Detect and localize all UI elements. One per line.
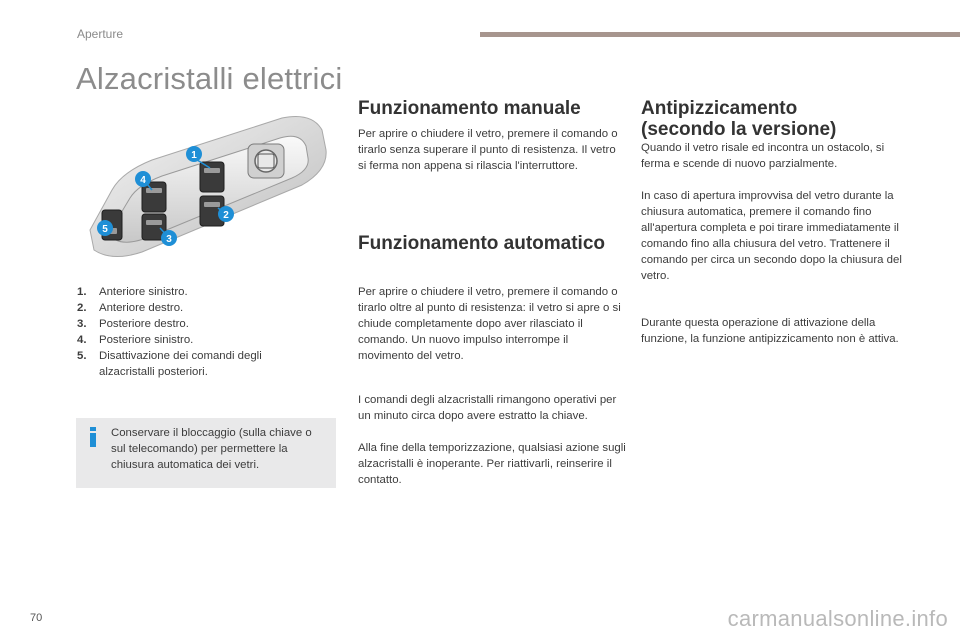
callout-4: 4 [140,175,146,186]
section-label: Aperture [77,27,124,41]
automatic-operation-heading: Funzionamento automatico [358,233,605,254]
section-header-bar [480,32,960,37]
info-note-text: Conservare il bloccaggio (sulla chiave o sul telecomando) per permettere la chiusura automatica dei vetri. [111,427,312,471]
automatic-timeout-text: I comandi degli alzacristalli rimangono operativi per un minuto circa dopo avere estratto la chiave. [358,394,617,422]
callout-5: 5 [102,224,108,235]
antipinch-text: Quando il vetro risale ed incontra un ostacolo, si ferma e scende di nuovo parzialmente. [641,142,885,170]
legend-item: 3. Posteriore destro. [77,318,189,330]
page-number: 70 [30,612,43,624]
controls-legend [77,284,317,380]
legend-item: 4. Posteriore sinistro. [77,334,194,346]
callout-2: 2 [223,210,229,221]
info-icon [86,427,100,447]
legend-item: 2. Anteriore destro. [77,302,184,314]
automatic-reactivate-text: Alla fine della temporizzazione, qualsiasi azione sugli alzacristalli è inoperante. Per riattivarli, reinserire il contatto. [358,442,626,486]
automatic-operation-text: Per aprire o chiudere il vetro, premere il comando o tirarlo oltre al punto di resistenza: il vetro si apre o si chiude completamente dopo aver rilasciato il comando. Un nuovo impulso interrompe il movimento del vetro. [358,286,621,362]
page-title: Alzacristalli elettrici [76,61,343,96]
watermark: carmanualsonline.info [727,606,948,631]
legend-item: 5. Disattivazione dei comandi degli alzacristalli posteriori. [77,350,262,378]
antipinch-reset-text: In caso di apertura improvvisa del vetro durante la chiusura automatica, premere il comando fino all'apertura completa e poi tirare immediatamente il comando fino alla chiusura del vetro. Trattenere il comando per circa un secondo dopo la chiusura del vetro. [641,190,902,282]
legend-item: 1. Anteriore sinistro. [77,286,188,298]
manual-operation-text: Per aprire o chiudere il vetro, premere il comando o tirarlo senza superare il punto di resistenza. Il vetro si ferma non appena si rilascia l'interruttore. [358,128,618,172]
callout-1: 1 [191,150,197,161]
callout-3: 3 [166,234,172,245]
manual-operation-heading: Funzionamento manuale [358,98,581,119]
antipinch-heading: Antipizzicamento (secondo la versione) [641,98,837,140]
window-switch-panel-illustration [82,110,332,260]
antipinch-inactive-text: Durante questa operazione di attivazione della funzione, la funzione antipizzicamento non è attiva. [641,317,899,345]
